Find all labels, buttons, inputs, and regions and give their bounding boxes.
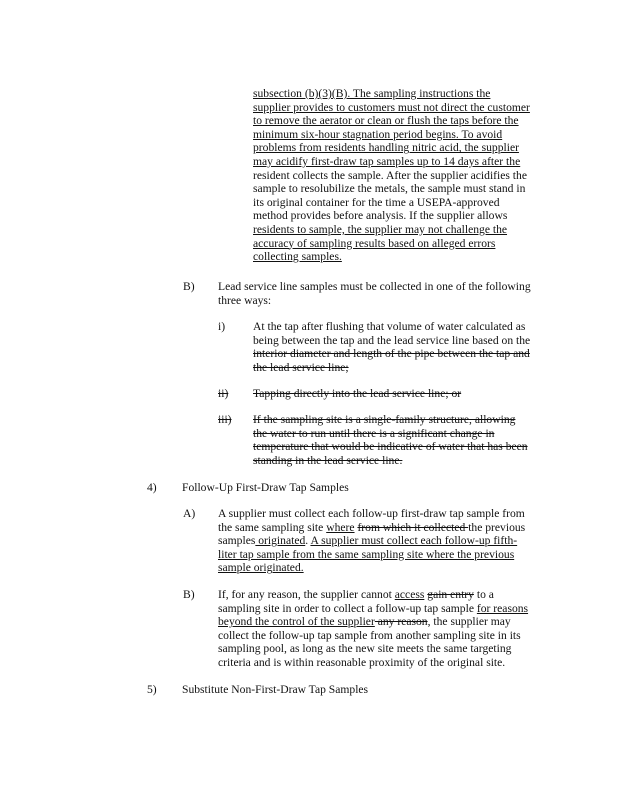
item-B-label: B) [183, 280, 195, 293]
item-ii-label: ii) [218, 387, 229, 400]
text-run: standing in the lead service line. [253, 453, 403, 467]
text-line [253, 223, 553, 237]
text-line [253, 237, 553, 251]
item-4B-label: B) [183, 588, 195, 601]
text-run: liter tap sample from the same sampling site where the previous [218, 547, 515, 561]
text-run: method provides before analysis. If the supplier allows [253, 209, 508, 223]
text-line [218, 656, 548, 670]
text-run: three ways: [218, 293, 272, 307]
text-run: temperature that would be indicative of water that has been [253, 440, 528, 454]
text-run: from which it collected [357, 520, 469, 534]
text-line [253, 387, 553, 401]
text-line [253, 347, 553, 361]
text-run: the lead service line; [253, 360, 349, 374]
text-run: resident collects the sample. After the supplier acidifies the [253, 168, 527, 182]
item-i-text [253, 320, 553, 374]
text-run: for reasons [476, 601, 529, 615]
text-run: interior diameter and length of the pipe between the tap and [253, 347, 530, 361]
text-run: collecting samples. [253, 250, 342, 264]
text-run: , the supplier may [427, 615, 511, 629]
text-run: accuracy of sampling results based on alleged errors [253, 236, 496, 250]
text-run: access [394, 588, 425, 601]
text-line [218, 534, 548, 548]
text-run: criteria and is within reasonable proximity of the original site. [218, 655, 506, 669]
text-line [253, 196, 553, 210]
text-run: the previous [468, 520, 526, 534]
item-4-label: 4) [147, 481, 157, 494]
text-run: being between the tap and the lead service line based on the [253, 333, 531, 347]
text-run: to remove the aerator or clean or flush the taps before the [253, 114, 519, 128]
item-iii-text [253, 413, 553, 467]
text-line [218, 507, 548, 521]
text-line [253, 320, 553, 334]
para-sampling-instructions [253, 87, 553, 264]
text-run: the water to run until there is a significant change in [253, 426, 495, 440]
item-4-heading [182, 481, 482, 495]
text-run: may acidify first-draw tap samples up to 14 days after the [253, 154, 521, 168]
text-run: sampling site in order to collect a follow-up tap sample [218, 601, 477, 615]
text-line [253, 87, 553, 101]
text-line [253, 155, 553, 169]
text-line [218, 642, 548, 656]
text-run: Follow-Up First-Draw Tap Samples [182, 481, 349, 494]
text-line [218, 629, 548, 643]
item-iii-label: iii) [218, 413, 232, 426]
text-line [218, 615, 548, 629]
item-4A-text [218, 507, 548, 575]
text-run: gain entry [427, 588, 474, 601]
text-run: minimum six-hour stagnation period begins. To avoid [253, 127, 503, 141]
text-line [253, 427, 553, 441]
text-line [182, 481, 482, 495]
text-run: sample originated. [218, 561, 304, 575]
text-run: originated [255, 534, 306, 548]
text-line [253, 169, 553, 183]
text-line [253, 182, 553, 196]
text-line [218, 294, 548, 308]
text-run: If, for any reason, the supplier cannot [218, 588, 395, 601]
text-run: sampling pool, as long as the new site meets the same targeting [218, 642, 512, 656]
text-line [253, 440, 553, 454]
text-line [253, 454, 553, 468]
item-ii-text [253, 387, 553, 401]
text-line [182, 683, 482, 697]
text-run: to a [473, 588, 494, 601]
text-line [218, 602, 548, 616]
text-line [253, 413, 553, 427]
text-run: subsection (b)(3)(B). The sampling instructions the [253, 87, 491, 100]
text-run: At the tap after flushing that volume of water calculated as [253, 320, 526, 333]
text-run: . [305, 534, 311, 548]
text-line [218, 280, 548, 294]
text-run: A supplier must collect each follow-up fifth- [310, 534, 518, 548]
text-run: the same sampling site [218, 520, 327, 534]
text-line [218, 548, 548, 562]
text-run: A supplier must collect each follow-up first-draw tap sample from [218, 507, 525, 520]
text-run: any reason [374, 615, 428, 629]
item-5-label: 5) [147, 683, 157, 696]
text-run: supplier provides to customers must not direct the customer [253, 100, 530, 114]
text-run: sample to resolubilize the metals, the sample must stand in [253, 182, 526, 196]
item-i-label: i) [218, 320, 226, 333]
text-run: its original container for the time a USEPA-approved [253, 195, 500, 209]
text-run: problems from residents handling nitric acid, the supplier [253, 141, 519, 155]
text-run: samples [218, 534, 256, 548]
text-line [218, 588, 548, 602]
text-run: If the sampling site is a single-family structure, allowing [253, 413, 516, 426]
text-run: where [326, 520, 355, 534]
item-B-text [218, 280, 548, 307]
text-line [253, 361, 553, 375]
text-line [253, 209, 553, 223]
text-run: Lead service line samples must be collected in one of the following [218, 280, 531, 293]
text-line [253, 128, 553, 142]
text-line [253, 101, 553, 115]
item-4B-text [218, 588, 548, 670]
text-run: collect the follow-up tap sample from another sampling site in its [218, 628, 521, 642]
item-5-heading [182, 683, 482, 697]
text-line [253, 114, 553, 128]
text-line [253, 334, 553, 348]
text-line [253, 250, 553, 264]
text-run: beyond the control of the supplier [218, 615, 375, 629]
text-run: Substitute Non-First-Draw Tap Samples [182, 683, 369, 696]
text-run: Tapping directly into the lead service line; or [253, 387, 462, 400]
text-line [218, 521, 548, 535]
item-4A-label: A) [183, 507, 196, 520]
text-line [253, 141, 553, 155]
text-run: residents to sample, the supplier may not challenge the [253, 222, 508, 236]
text-line [218, 561, 548, 575]
